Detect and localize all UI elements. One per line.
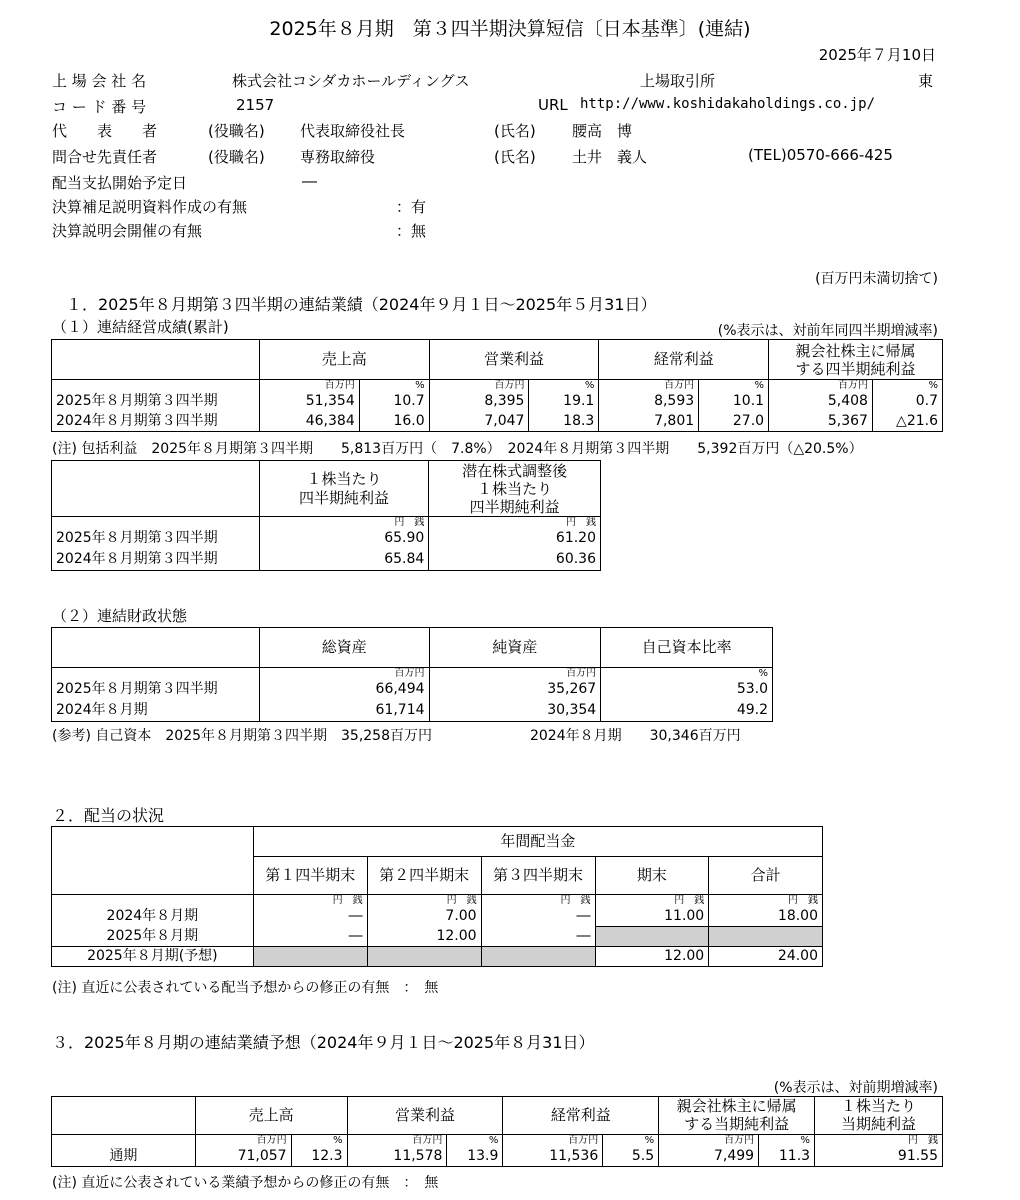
unit-yen: 円 銭 — [429, 517, 601, 529]
header-net-income — [659, 1097, 815, 1135]
dividend-date-value: ― — [302, 172, 317, 190]
unit-yen: 円 銭 — [259, 517, 429, 529]
cell-ord-pct: 10.1 — [699, 392, 769, 412]
dividend-note: (注) 直近に公表されている配当予想からの修正の有無 ： 無 — [52, 980, 439, 996]
unit-million: 百万円 — [195, 1135, 291, 1147]
cell-net: 5,367 — [769, 412, 873, 432]
cell-sales-pct: 16.0 — [359, 412, 429, 432]
row-label: 2025年８月期第３四半期 — [52, 392, 260, 412]
cell-sales: 46,384 — [259, 412, 359, 432]
cell-q3 — [481, 947, 595, 967]
cell-net: 5,408 — [769, 392, 873, 412]
header-q3: 第３四半期末 — [481, 857, 595, 895]
cell-ord: 11,536 — [503, 1147, 603, 1167]
equity-note: (参考) 自己資本 2025年８月期第３四半期 35,258百万円 2024年８月期 30,346百万円 — [52, 728, 741, 744]
header-net-income — [769, 340, 943, 380]
cell-net-assets: 30,354 — [429, 701, 601, 722]
forecast-table — [51, 1096, 943, 1167]
section1-pct-note: (%表示は、対前年同四半期増減率) — [717, 323, 938, 339]
section3-heading: ３．2025年８月期の連結業績予想（2024年９月１日～2025年８月31日） — [52, 1033, 595, 1052]
meeting-label: 決算説明会開催の有無 — [52, 222, 203, 240]
cell-total: 24.00 — [709, 947, 823, 967]
cell-op: 7,047 — [429, 412, 529, 432]
corner-cell — [52, 1097, 196, 1135]
cell-net-assets: 35,267 — [429, 680, 601, 701]
row-label: 2024年８月期第３四半期 — [52, 550, 260, 571]
section1-sub1: （１）連結経営成績(累計) — [52, 318, 229, 336]
contact-title: 専務取締役 — [300, 148, 376, 166]
cell-q1: ― — [253, 907, 367, 927]
contact-title-label: (役職名) — [208, 148, 265, 166]
header-total: 合計 — [709, 857, 823, 895]
cell-ord-pct: 5.5 — [603, 1147, 659, 1167]
row-label: 2025年８月期 — [52, 927, 254, 947]
cell-q3: ― — [481, 927, 595, 947]
unit-yen: 円 銭 — [709, 895, 823, 907]
unit-percent: % — [359, 380, 429, 392]
table-row — [52, 1147, 943, 1167]
unit-percent: % — [872, 380, 942, 392]
contact-name: 土井 義人 — [572, 148, 648, 166]
unit-percent: % — [699, 380, 769, 392]
cell-sales-pct: 12.3 — [291, 1147, 347, 1167]
cell-total — [709, 927, 823, 947]
supp-value: ：有 — [396, 198, 427, 216]
header-sales: 売上高 — [259, 340, 429, 380]
meeting-value: ：無 — [396, 222, 427, 240]
header-net-income-line2: する四半期純利益 — [795, 359, 916, 378]
code-value: 2157 — [236, 96, 275, 114]
forecast-note: (注) 直近に公表されている業績予想からの修正の有無 ： 無 — [52, 1175, 439, 1191]
row-label: 2024年８月期第３四半期 — [52, 412, 260, 432]
header-diluted-line1: 潜在株式調整後 — [462, 461, 568, 480]
section1-sub2: （２）連結財政状態 — [52, 607, 188, 625]
unit-million: 百万円 — [259, 380, 359, 392]
cell-q1: ― — [253, 927, 367, 947]
cell-net-pct: 0.7 — [872, 392, 942, 412]
unit-yen: 円 銭 — [815, 1135, 943, 1147]
cell-year-end: 12.00 — [595, 947, 709, 967]
header-eps-line1: １株当たり — [306, 469, 382, 488]
cell-total: 18.00 — [709, 907, 823, 927]
header-year-end: 期末 — [595, 857, 709, 895]
table-row — [52, 412, 943, 432]
row-label: 2025年８月期(予想) — [52, 947, 254, 967]
cell-ord: 8,593 — [599, 392, 699, 412]
header-net-assets: 純資産 — [429, 628, 601, 668]
rep-name-label: (氏名) — [494, 122, 536, 140]
unit-yen: 円 銭 — [367, 895, 481, 907]
cell-net-pct: △21.6 — [872, 412, 942, 432]
company-label: 上 場 会 社 名 — [52, 72, 147, 90]
table-row — [52, 927, 823, 947]
rep-label: 代 表 者 — [52, 122, 158, 140]
table-row — [52, 907, 823, 927]
contact-tel: (TEL)0570-666-425 — [748, 146, 893, 164]
doc-title: 2025年８月期 第３四半期決算短信〔日本基準〕(連結) — [269, 18, 751, 40]
code-label: コ ー ド 番 号 — [52, 98, 147, 116]
row-label: 2024年８月期 — [52, 701, 260, 722]
financial-position-table — [51, 627, 773, 722]
section3-pct-note: (%表示は、対前期増減率) — [773, 1080, 938, 1096]
header-q2: 第２四半期末 — [367, 857, 481, 895]
cell-sales: 71,057 — [195, 1147, 291, 1167]
cell-diluted-eps: 60.36 — [429, 550, 601, 571]
operating-results-table — [51, 339, 943, 432]
unit-percent: % — [601, 668, 773, 680]
header-diluted-eps — [429, 461, 601, 517]
unit-million: 百万円 — [503, 1135, 603, 1147]
table-row — [52, 392, 943, 412]
header-q1: 第１四半期末 — [253, 857, 367, 895]
header-equity-ratio: 自己資本比率 — [601, 628, 773, 668]
unit-percent: % — [529, 380, 599, 392]
cell-equity-ratio: 49.2 — [601, 701, 773, 722]
cell-net: 7,499 — [659, 1147, 759, 1167]
url-link[interactable]: http://www.koshidakaholdings.co.jp/ — [580, 96, 876, 112]
url-label: URL — [538, 96, 568, 114]
row-label: 2025年８月期第３四半期 — [52, 529, 260, 550]
cell-op-pct: 19.1 — [529, 392, 599, 412]
cell-diluted-eps: 61.20 — [429, 529, 601, 550]
unit-percent: % — [759, 1135, 815, 1147]
exchange-value: 東 — [918, 72, 934, 90]
unit-million: 百万円 — [259, 668, 429, 680]
header-ordinary-income: 経常利益 — [599, 340, 769, 380]
corner-cell — [52, 340, 260, 380]
cell-ord: 7,801 — [599, 412, 699, 432]
cell-equity-ratio: 53.0 — [601, 680, 773, 701]
cell-sales-pct: 10.7 — [359, 392, 429, 412]
section2-heading: ２．配当の状況 — [52, 806, 165, 825]
header-sales: 売上高 — [195, 1097, 347, 1135]
corner-cell — [52, 461, 260, 517]
supp-label: 決算補足説明資料作成の有無 — [52, 198, 248, 216]
unit-yen: 円 銭 — [595, 895, 709, 907]
cell-eps: 65.90 — [259, 529, 429, 550]
unit-million: 百万円 — [347, 1135, 447, 1147]
cell-sales: 51,354 — [259, 392, 359, 412]
eps-table — [51, 460, 601, 571]
cell-op-pct: 18.3 — [529, 412, 599, 432]
header-operating-income: 営業利益 — [347, 1097, 503, 1135]
company-name: 株式会社コシダカホールディングス — [232, 72, 470, 90]
contact-name-label: (氏名) — [494, 148, 536, 166]
header-operating-income: 営業利益 — [429, 340, 599, 380]
cell-net-pct: 11.3 — [759, 1147, 815, 1167]
dividend-date-label: 配当支払開始予定日 — [52, 174, 188, 192]
table-row — [52, 680, 773, 701]
rep-name: 腰高 博 — [572, 122, 633, 140]
exchange-label: 上場取引所 — [640, 72, 716, 90]
header-ordinary-income: 経常利益 — [503, 1097, 659, 1135]
header-net-income-line1: 親会社株主に帰属 — [676, 1097, 797, 1116]
unit-million: 百万円 — [599, 380, 699, 392]
cell-eps: 65.84 — [259, 550, 429, 571]
header-eps — [815, 1097, 943, 1135]
corner-cell — [52, 827, 254, 895]
cell-year-end — [595, 927, 709, 947]
rep-title: 代表取締役社長 — [300, 122, 406, 140]
row-label: 2025年８月期第３四半期 — [52, 680, 260, 701]
rounding-note: (百万円未満切捨て) — [815, 271, 938, 287]
unit-million: 百万円 — [429, 380, 529, 392]
cell-q2 — [367, 947, 481, 967]
comprehensive-income-note: (注) 包括利益 2025年８月期第３四半期 5,813百万円（ 7.8%） 2024年８月期第３四半期 5,392百万円（△20.5%） — [52, 441, 863, 457]
unit-million: 百万円 — [659, 1135, 759, 1147]
section1-heading: １．2025年８月期第３四半期の連結業績（2024年９月１日～2025年５月31日） — [66, 295, 657, 314]
cell-year-end: 11.00 — [595, 907, 709, 927]
cell-q2: 12.00 — [367, 927, 481, 947]
corner-cell — [52, 628, 260, 668]
header-eps — [259, 461, 429, 517]
unit-percent: % — [291, 1135, 347, 1147]
row-label: 2024年８月期 — [52, 907, 254, 927]
header-diluted-line2: １株当たり — [477, 479, 553, 498]
dividend-table — [51, 826, 823, 967]
header-net-income-line2: する当期純利益 — [684, 1114, 790, 1133]
table-row — [52, 701, 773, 722]
table-row — [52, 529, 601, 550]
cell-ord-pct: 27.0 — [699, 412, 769, 432]
header-annual-dividend: 年間配当金 — [253, 827, 822, 857]
row-label: 通期 — [52, 1147, 196, 1167]
cell-op: 11,578 — [347, 1147, 447, 1167]
unit-percent: % — [603, 1135, 659, 1147]
rep-title-label: (役職名) — [208, 122, 265, 140]
cell-eps: 91.55 — [815, 1147, 943, 1167]
header-eps-line2: 当期純利益 — [841, 1114, 917, 1133]
cell-q2: 7.00 — [367, 907, 481, 927]
unit-million: 百万円 — [769, 380, 873, 392]
unit-yen: 円 銭 — [253, 895, 367, 907]
header-total-assets: 総資産 — [259, 628, 429, 668]
header-eps-line2: 四半期純利益 — [299, 488, 390, 507]
cell-total-assets: 66,494 — [259, 680, 429, 701]
unit-percent: % — [447, 1135, 503, 1147]
cell-total-assets: 61,714 — [259, 701, 429, 722]
table-row — [52, 947, 823, 967]
cell-q3: ― — [481, 907, 595, 927]
header-eps-line1: １株当たり — [841, 1097, 917, 1116]
doc-date: 2025年７月10日 — [818, 46, 936, 64]
cell-op-pct: 13.9 — [447, 1147, 503, 1167]
unit-million: 百万円 — [429, 668, 601, 680]
contact-label: 問合せ先責任者 — [52, 148, 158, 166]
cell-q1 — [253, 947, 367, 967]
table-row — [52, 550, 601, 571]
unit-yen: 円 銭 — [481, 895, 595, 907]
header-diluted-line3: 四半期純利益 — [469, 497, 560, 516]
cell-op: 8,395 — [429, 392, 529, 412]
header-net-income-line1: 親会社株主に帰属 — [795, 341, 916, 360]
